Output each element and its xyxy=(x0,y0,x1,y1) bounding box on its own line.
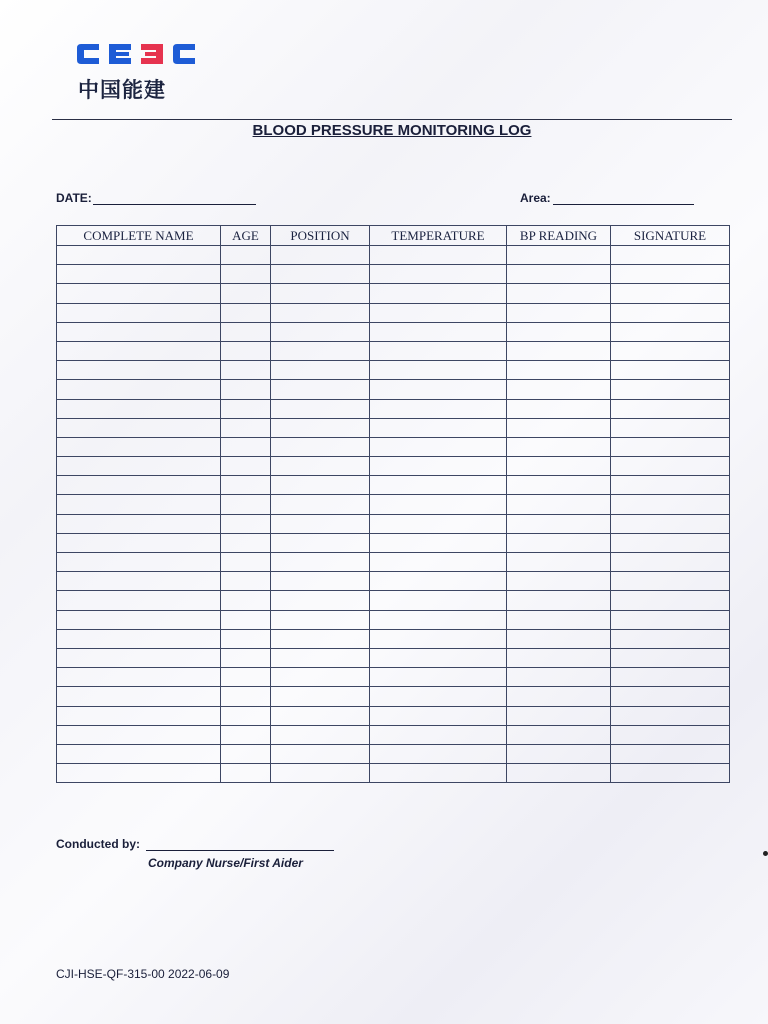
table-cell[interactable] xyxy=(507,476,611,495)
table-row xyxy=(57,764,730,783)
table-cell[interactable] xyxy=(57,437,221,456)
table-cell[interactable] xyxy=(507,418,611,437)
table-cell[interactable] xyxy=(507,572,611,591)
table-cell[interactable] xyxy=(271,514,370,533)
table-cell[interactable] xyxy=(507,514,611,533)
table-cell[interactable] xyxy=(221,380,271,399)
table-cell[interactable] xyxy=(271,361,370,380)
table-cell[interactable] xyxy=(221,572,271,591)
table-row xyxy=(57,553,730,572)
table-cell[interactable] xyxy=(221,514,271,533)
table-cell[interactable] xyxy=(611,744,730,763)
table-row xyxy=(57,610,730,629)
table-cell[interactable] xyxy=(271,380,370,399)
table-row xyxy=(57,533,730,552)
table-cell[interactable] xyxy=(370,764,507,783)
table-cell[interactable] xyxy=(57,457,221,476)
table-cell[interactable] xyxy=(611,303,730,322)
table-cell[interactable] xyxy=(611,648,730,667)
conducted-role: Company Nurse/First Aider xyxy=(148,856,303,870)
table-cell[interactable] xyxy=(271,265,370,284)
table-cell[interactable] xyxy=(611,399,730,418)
table-cell[interactable] xyxy=(57,476,221,495)
table-cell[interactable] xyxy=(57,744,221,763)
table-cell[interactable] xyxy=(370,476,507,495)
table-cell[interactable] xyxy=(221,764,271,783)
table-cell[interactable] xyxy=(57,533,221,552)
table-cell[interactable] xyxy=(611,457,730,476)
table-row xyxy=(57,648,730,667)
table-cell[interactable] xyxy=(611,514,730,533)
table-cell[interactable] xyxy=(57,380,221,399)
table-cell[interactable] xyxy=(221,322,271,341)
table-cell[interactable] xyxy=(611,591,730,610)
table-cell[interactable] xyxy=(507,706,611,725)
table-cell[interactable] xyxy=(221,476,271,495)
table-cell[interactable] xyxy=(57,668,221,687)
table-row xyxy=(57,495,730,514)
table-cell[interactable] xyxy=(507,361,611,380)
table-cell[interactable] xyxy=(611,629,730,648)
table-cell[interactable] xyxy=(271,764,370,783)
date-label: DATE: xyxy=(56,191,92,205)
table-cell[interactable] xyxy=(221,629,271,648)
table-cell[interactable] xyxy=(611,476,730,495)
table-cell[interactable] xyxy=(221,495,271,514)
table-cell[interactable] xyxy=(370,246,507,265)
table-row xyxy=(57,380,730,399)
table-cell[interactable] xyxy=(271,418,370,437)
table-cell[interactable] xyxy=(370,361,507,380)
table-cell[interactable] xyxy=(611,341,730,360)
table-cell[interactable] xyxy=(271,744,370,763)
table-cell[interactable] xyxy=(370,457,507,476)
table-cell[interactable] xyxy=(57,514,221,533)
table-cell[interactable] xyxy=(507,380,611,399)
table-cell[interactable] xyxy=(370,553,507,572)
area-field[interactable] xyxy=(553,204,694,205)
table-cell[interactable] xyxy=(271,476,370,495)
table-cell[interactable] xyxy=(507,341,611,360)
table-cell[interactable] xyxy=(507,533,611,552)
table-row xyxy=(57,265,730,284)
table-cell[interactable] xyxy=(221,553,271,572)
table-cell[interactable] xyxy=(271,668,370,687)
table-cell[interactable] xyxy=(507,725,611,744)
table-cell[interactable] xyxy=(57,341,221,360)
table-row xyxy=(57,418,730,437)
document-reference: CJI-HSE-QF-315-00 2022-06-09 xyxy=(56,967,230,981)
table-cell[interactable] xyxy=(507,437,611,456)
table-row xyxy=(57,572,730,591)
table-cell[interactable] xyxy=(370,341,507,360)
table-cell[interactable] xyxy=(271,706,370,725)
table-cell[interactable] xyxy=(611,687,730,706)
table-cell[interactable] xyxy=(611,533,730,552)
table-cell[interactable] xyxy=(611,361,730,380)
table-row xyxy=(57,303,730,322)
table-cell[interactable] xyxy=(57,495,221,514)
table-cell[interactable] xyxy=(57,591,221,610)
table-cell[interactable] xyxy=(271,495,370,514)
table-cell[interactable] xyxy=(370,322,507,341)
table-cell[interactable] xyxy=(221,284,271,303)
table-cell[interactable] xyxy=(507,457,611,476)
table-cell[interactable] xyxy=(57,265,221,284)
table-row xyxy=(57,361,730,380)
table-cell[interactable] xyxy=(611,437,730,456)
table-cell[interactable] xyxy=(221,533,271,552)
table-cell[interactable] xyxy=(221,361,271,380)
table-cell[interactable] xyxy=(370,725,507,744)
table-row xyxy=(57,457,730,476)
table-cell[interactable] xyxy=(370,668,507,687)
table-cell[interactable] xyxy=(271,648,370,667)
table-cell[interactable] xyxy=(57,648,221,667)
table-cell[interactable] xyxy=(57,725,221,744)
table-cell[interactable] xyxy=(57,303,221,322)
table-cell[interactable] xyxy=(271,246,370,265)
table-cell[interactable] xyxy=(271,725,370,744)
column-header-age: AGE xyxy=(221,226,271,246)
table-cell[interactable] xyxy=(507,284,611,303)
table-cell[interactable] xyxy=(271,591,370,610)
table-cell[interactable] xyxy=(507,399,611,418)
table-cell[interactable] xyxy=(271,322,370,341)
table-cell[interactable] xyxy=(221,437,271,456)
table-row xyxy=(57,246,730,265)
table-row xyxy=(57,476,730,495)
table-cell[interactable] xyxy=(57,553,221,572)
table-cell[interactable] xyxy=(271,533,370,552)
table-cell[interactable] xyxy=(507,495,611,514)
table-cell[interactable] xyxy=(370,495,507,514)
table-cell[interactable] xyxy=(370,437,507,456)
table-cell[interactable] xyxy=(57,610,221,629)
table-cell[interactable] xyxy=(57,572,221,591)
table-cell[interactable] xyxy=(370,687,507,706)
table-cell[interactable] xyxy=(611,764,730,783)
table-cell[interactable] xyxy=(57,629,221,648)
table-cell[interactable] xyxy=(57,361,221,380)
table-row xyxy=(57,399,730,418)
table-cell[interactable] xyxy=(57,706,221,725)
table-cell[interactable] xyxy=(611,418,730,437)
table-cell[interactable] xyxy=(370,265,507,284)
table-row xyxy=(57,725,730,744)
conducted-by-label: Conducted by: xyxy=(56,837,140,851)
table-cell[interactable] xyxy=(611,668,730,687)
table-header-row xyxy=(57,226,730,246)
table-cell[interactable] xyxy=(221,648,271,667)
table-cell[interactable] xyxy=(221,418,271,437)
table-row xyxy=(57,514,730,533)
table-cell[interactable] xyxy=(271,284,370,303)
table-cell[interactable] xyxy=(507,591,611,610)
table-cell[interactable] xyxy=(57,399,221,418)
table-cell[interactable] xyxy=(221,725,271,744)
scan-mark xyxy=(763,851,768,856)
table-cell[interactable] xyxy=(57,687,221,706)
table-cell[interactable] xyxy=(507,648,611,667)
header-divider xyxy=(52,119,732,120)
table-cell[interactable] xyxy=(507,553,611,572)
table-row xyxy=(57,706,730,725)
table-cell[interactable] xyxy=(57,764,221,783)
table-row xyxy=(57,629,730,648)
date-field[interactable] xyxy=(93,204,256,205)
area-label: Area: xyxy=(520,191,551,205)
table-cell[interactable] xyxy=(57,418,221,437)
table-cell[interactable] xyxy=(221,610,271,629)
logo-chinese-text: 中国能建 xyxy=(78,78,166,102)
table-row xyxy=(57,341,730,360)
table-body xyxy=(57,246,730,783)
table-cell[interactable] xyxy=(271,303,370,322)
table-cell[interactable] xyxy=(271,457,370,476)
table-cell[interactable] xyxy=(271,629,370,648)
table-row xyxy=(57,687,730,706)
table-cell[interactable] xyxy=(611,495,730,514)
table-cell[interactable] xyxy=(370,610,507,629)
table-cell[interactable] xyxy=(370,648,507,667)
table-cell[interactable] xyxy=(271,437,370,456)
table-cell[interactable] xyxy=(221,341,271,360)
table-cell[interactable] xyxy=(370,399,507,418)
table-cell[interactable] xyxy=(221,591,271,610)
table-cell[interactable] xyxy=(611,706,730,725)
table-cell[interactable] xyxy=(370,572,507,591)
column-header-position: POSITION xyxy=(271,226,370,246)
table-cell[interactable] xyxy=(221,744,271,763)
table-cell[interactable] xyxy=(271,341,370,360)
table-row xyxy=(57,322,730,341)
table-cell[interactable] xyxy=(507,668,611,687)
table-row xyxy=(57,284,730,303)
table-row xyxy=(57,744,730,763)
table-cell[interactable] xyxy=(370,514,507,533)
table-row xyxy=(57,591,730,610)
column-header-signature: SIGNATURE xyxy=(611,226,730,246)
table-cell[interactable] xyxy=(271,572,370,591)
table-row xyxy=(57,437,730,456)
table-cell[interactable] xyxy=(611,725,730,744)
table-cell[interactable] xyxy=(611,322,730,341)
table-cell[interactable] xyxy=(611,265,730,284)
table-cell[interactable] xyxy=(57,246,221,265)
table-cell[interactable] xyxy=(507,687,611,706)
table-cell[interactable] xyxy=(507,322,611,341)
table-cell[interactable] xyxy=(370,380,507,399)
table-cell[interactable] xyxy=(221,668,271,687)
column-header-bp-reading: BP READING xyxy=(507,226,611,246)
table-cell[interactable] xyxy=(271,610,370,629)
column-header-temperature: TEMPERATURE xyxy=(370,226,507,246)
table-cell[interactable] xyxy=(507,629,611,648)
table-cell[interactable] xyxy=(221,265,271,284)
table-cell[interactable] xyxy=(507,265,611,284)
table-cell[interactable] xyxy=(611,572,730,591)
table-cell[interactable] xyxy=(221,303,271,322)
table-cell[interactable] xyxy=(507,246,611,265)
table-cell[interactable] xyxy=(370,533,507,552)
bp-log-table xyxy=(56,225,730,783)
table-cell[interactable] xyxy=(221,246,271,265)
conducted-by-field[interactable] xyxy=(146,850,334,851)
table-cell[interactable] xyxy=(221,457,271,476)
table-cell[interactable] xyxy=(507,764,611,783)
table-cell[interactable] xyxy=(507,744,611,763)
table-cell[interactable] xyxy=(370,591,507,610)
page-title: BLOOD PRESSURE MONITORING LOG xyxy=(252,122,532,139)
table-cell[interactable] xyxy=(370,706,507,725)
table-cell[interactable] xyxy=(221,706,271,725)
table-row xyxy=(57,668,730,687)
table-cell[interactable] xyxy=(370,629,507,648)
table-cell[interactable] xyxy=(611,284,730,303)
table-cell[interactable] xyxy=(271,687,370,706)
column-header-name: COMPLETE NAME xyxy=(57,226,221,246)
table-cell[interactable] xyxy=(221,687,271,706)
table-cell[interactable] xyxy=(370,418,507,437)
table-cell[interactable] xyxy=(611,610,730,629)
table-cell[interactable] xyxy=(370,303,507,322)
table-cell[interactable] xyxy=(507,303,611,322)
table-cell[interactable] xyxy=(271,553,370,572)
table-cell[interactable] xyxy=(57,284,221,303)
table-cell[interactable] xyxy=(271,399,370,418)
table-cell[interactable] xyxy=(221,399,271,418)
table-cell[interactable] xyxy=(370,284,507,303)
table-cell[interactable] xyxy=(611,553,730,572)
table-cell[interactable] xyxy=(611,380,730,399)
table-cell[interactable] xyxy=(370,744,507,763)
table-cell[interactable] xyxy=(507,610,611,629)
table-cell[interactable] xyxy=(611,246,730,265)
table-cell[interactable] xyxy=(57,322,221,341)
